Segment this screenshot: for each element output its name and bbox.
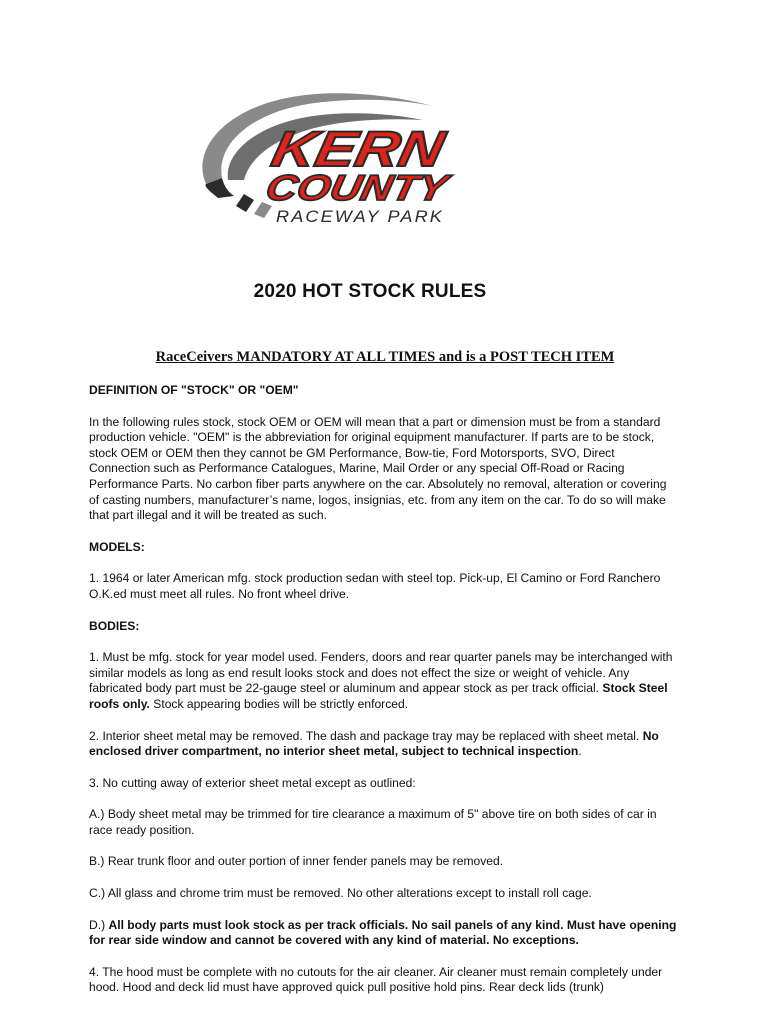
bodies-item-3a: A.) Body sheet metal may be trimmed for tire clearance a maximum of 5" above tire on both sides of car in race ready position. xyxy=(89,807,657,837)
bodies-item-1-bold: Stock Steel roofs only. xyxy=(89,681,668,711)
bodies-item-2 xyxy=(89,729,679,760)
bodies-item-3d-prefix: D.) xyxy=(89,917,109,932)
bodies-item-3b: B.) Rear trunk floor and outer portion of inner fender panels may be removed. xyxy=(89,854,504,869)
bodies-item-3: 3. No cutting away of exterior sheet metal except as outlined: xyxy=(89,775,416,790)
bodies-item-3d xyxy=(89,918,679,949)
page-subtitle: RaceCeivers MANDATORY AT ALL TIMES and is a POST TECH ITEM xyxy=(155,349,615,365)
logo-line-kern: KERN xyxy=(267,120,421,177)
bodies-item-1-text: 1. Must be mfg. stock for year model used. Fenders, doors and rear quarter panels may be interchanged with similar models as long as end result looks stock and does not effect the size or weight of vehicle. Any fabricated body part must be 22-gauge steel or aluminum and appear stock as per track official. xyxy=(89,650,673,696)
page-title: 2020 HOT STOCK RULES xyxy=(253,281,487,302)
bodies-item-2-bold: No enclosed driver compartment, no interior sheet metal, subject to technical inspection xyxy=(89,728,659,759)
bodies-item-3c: C.) All glass and chrome trim must be removed. No other alterations except to install roll cage. xyxy=(89,886,592,901)
bodies-item-4: 4. The hood must be complete with no cutouts for the air cleaner. Air cleaner must remain completely under hood. Hood and deck lid must have approved quick pull positive hold pins. Rear deck lids (trunk) xyxy=(89,964,663,995)
kern-county-raceway-park-logo xyxy=(188,88,458,228)
logo-line-county: COUNTY xyxy=(262,167,424,208)
bodies-heading: BODIES: xyxy=(89,618,140,633)
models-item-1: 1. 1964 or later American mfg. stock production sedan with steel top. Pick-up, El Camino or Ford Ranchero O.K.ed must meet all rules. No front wheel drive. xyxy=(89,571,661,601)
bodies-item-1 xyxy=(89,650,679,712)
bodies-item-1-tail: Stock appearing bodies will be strictly enforced. xyxy=(149,696,409,711)
rules-content xyxy=(89,383,679,1012)
definition-heading: DEFINITION OF "STOCK" OR "OEM" xyxy=(89,383,299,397)
definition-text: In the following rules stock, stock OEM or OEM will mean that a part or dimension must be from a standard production vehicle. "OEM" is the abbreviation for original equipment manufacturer. If parts are to be stock, stock OEM or OEM then they cannot be GM Performance, Bow-tie, Ford Motorsports, SVO, Direct Connection such as Performance Catalogues, Marine, Mail Order or any special Off-Road or Racing Performance Parts. No carbon fiber parts anywhere on the car. Absolutely no removal, alteration or covering of casting numbers, manufacturer’s name, logos, insignias, etc. from any item on the car. To do so will make that part illegal and it will be treated as such. xyxy=(89,414,667,523)
logo-line-raceway-park: RACEWAY PARK xyxy=(276,207,444,226)
bodies-item-3d-bold: All body parts must look stock as per track officials. No sail panels of any kind. Must have opening for rear side window and cannot be covered with any kind of material. No exceptions. xyxy=(89,917,677,948)
bodies-item-2-text: 2. Interior sheet metal may be removed. The dash and package tray may be replaced with sheet metal. xyxy=(89,728,643,743)
bodies-item-2-tail: . xyxy=(578,744,582,759)
models-heading: MODELS: xyxy=(89,539,145,554)
